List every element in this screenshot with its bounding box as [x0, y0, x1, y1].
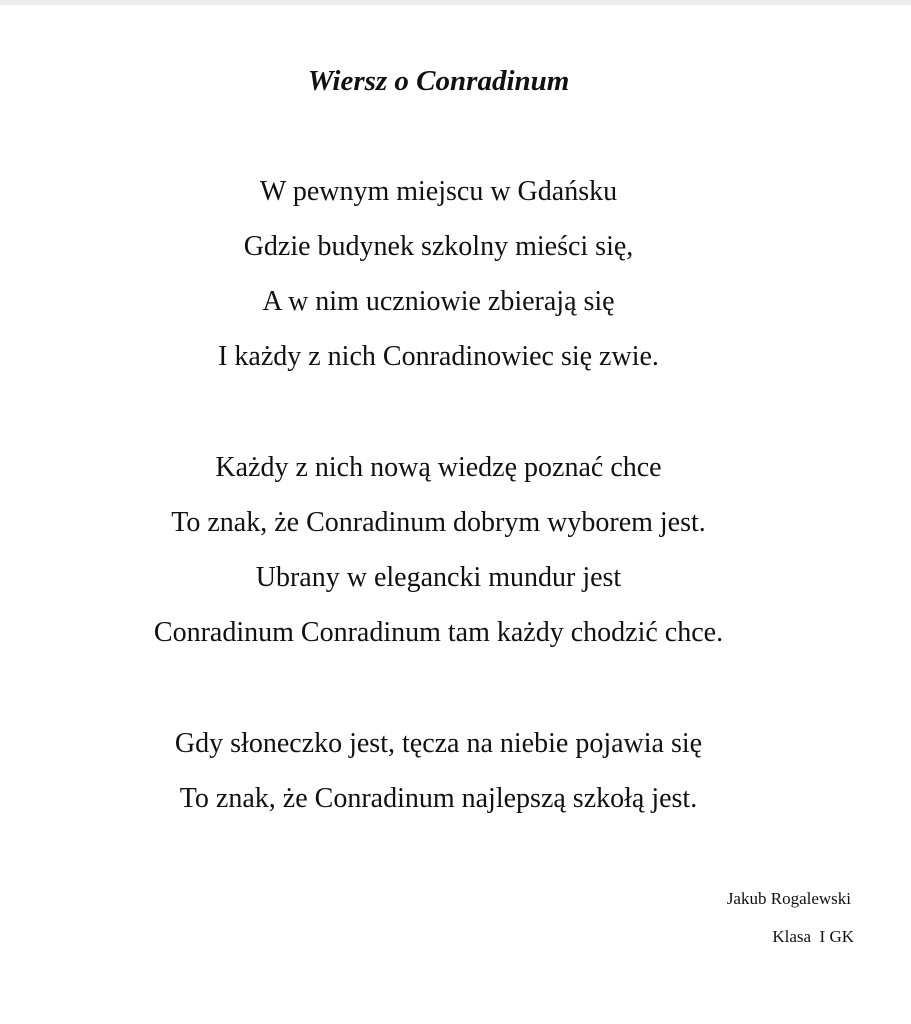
verse-line: A w nim uczniowie zbierają się: [262, 286, 615, 317]
author-name: Jakub Rogalewski: [726, 889, 851, 908]
verse-line: Ubrany w elegancki mundur jest: [255, 562, 622, 593]
verse-line: To znak, że Conradinum najlepszą szkołą jest.: [179, 783, 698, 814]
verse-line: To znak, że Conradinum dobrym wyborem jest.: [171, 507, 706, 538]
poem-title: Wiersz o Conradinum: [307, 65, 570, 97]
stanza-1: [0, 164, 877, 384]
stanza-2: [0, 440, 877, 660]
author-class: Klasa I GK: [772, 927, 854, 946]
stanza-3: [0, 716, 877, 826]
verse-line: Gdzie budynek szkolny mieści się,: [243, 231, 634, 262]
verse-line: Każdy z nich nową wiedzę poznać chce: [215, 452, 662, 483]
verse-line: W pewnym miejscu w Gdańsku: [259, 176, 618, 207]
verse-line: I każdy z nich Conradinowiec się zwie.: [218, 341, 659, 372]
verse-line: Gdy słoneczko jest, tęcza na niebie pojawia się: [174, 728, 703, 759]
verse-line: Conradinum Conradinum tam każdy chodzić chce.: [153, 617, 724, 648]
